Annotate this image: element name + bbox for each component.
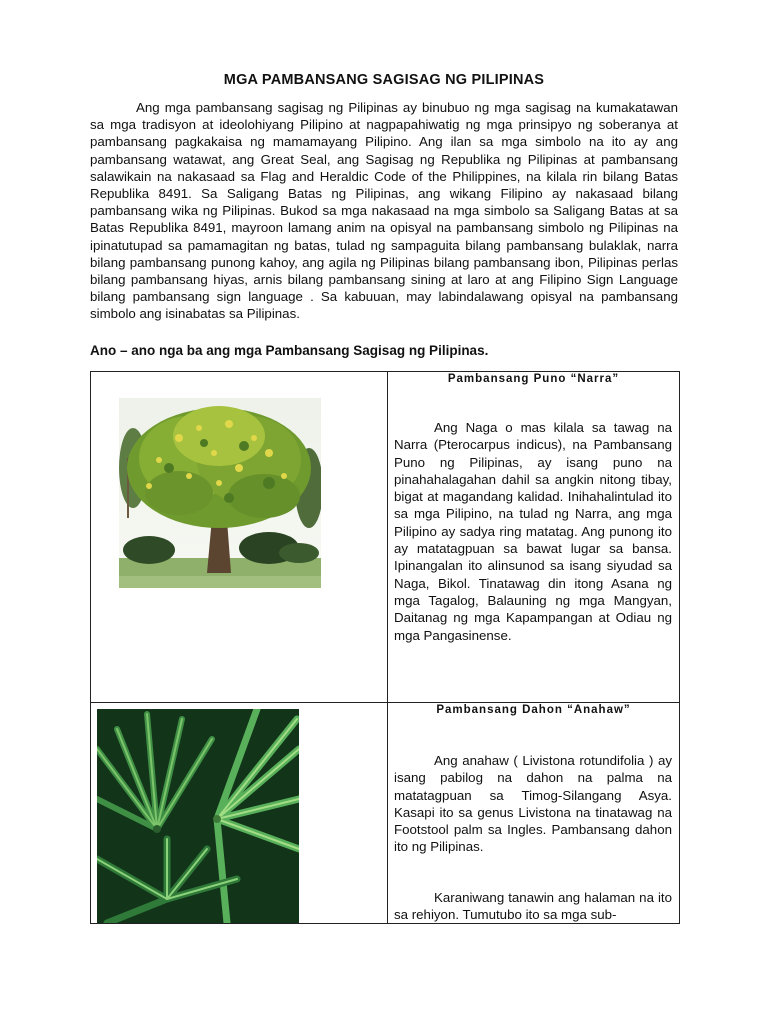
- narra-heading: Pambansang Puno “Narra”: [447, 373, 620, 385]
- table-row: [91, 372, 680, 703]
- intro-text: Ang mga pambansang sagisag ng Pilipinas ay binubuo ng mga sagisag na kumakatawan sa mga tradisyon at ideolohiyang Pilipino at nagpapahiwatig ng mga prinsipyo ng soberanya at pambansang pagkakaisa ng mamamayang Pilipino. Ang ilan sa mga simbolo na ito ay ang pambansang watawat, ang Great Seal, ang Sagisag ng Republika ng Pilipinas at pambansang salawikain na nakasaad sa Flag and Heraldic Code of the Philippines, na kilala rin bilang Batas Republika 8491. Sa Saligang Batas ng Pilipinas, ang wikang Filipino ay nakasaad bilang pambansang wika ng Pilipinas. Bukod sa mga nakasaad na mga simbolo sa Saligang Batas at sa Batas Republika 8491, mayroon lamang anim na opisyal na pambansang simbolo ng Pilipinas na ipinatutupad sa pamamagitan ng batas, tulad ng sampaguita bilang pambansang bulaklak, narra bilang pambansang punong kahoy, ang agila ng Pilipinas bilang pambansang ibon, Pilipinas perlas bilang pambansang hiyas, arnis bilang pambansang sining at laro at ang Filipino Sign Language bilang pambansang sign language . Sa kabuuan, may labindalawang opisyal na pambansang simbolo ang isinabatas sa Pilipinas.: [90, 100, 678, 322]
- narra-tree-photo: [119, 398, 321, 588]
- intro-paragraph: [90, 99, 678, 323]
- narra-description: [388, 419, 679, 644]
- anahaw-leaf-illustration: [97, 709, 299, 923]
- anahaw-image-cell: [91, 703, 388, 924]
- anahaw-description-text-2: Karaniwang tanawin ang halaman na ito sa rehiyon. Tumutubo ito sa mga sub-: [394, 889, 672, 923]
- document-title: MGA PAMBANSANG SAGISAG NG PILIPINAS: [223, 72, 545, 88]
- section-question: Ano – ano nga ba ang mga Pambansang Sagisag ng Pilipinas.: [90, 343, 489, 358]
- narra-text-cell: [388, 372, 680, 703]
- table-row: [91, 703, 680, 924]
- anahaw-description-continued: [388, 889, 679, 924]
- narra-tree-illustration: [119, 398, 321, 588]
- anahaw-heading: Pambansang Dahon “Anahaw”: [436, 704, 631, 716]
- anahaw-description-text: Ang anahaw ( Livistona rotundifolia ) ay isang pabilog na dahon na palma na matatagpuan sa Timog-Silangang Asya. Kasapi ito sa genus Livistona na tinatawag na Footstool palm sa Ingles. Pambansang dahon ito ng Pilipinas.: [394, 753, 672, 855]
- narra-description-text: Ang Naga o mas kilala sa tawag na Narra (Pterocarpus indicus), na Pambansang Puno ng Pilipinas, ay isang puno na pinahahalagahan dahil sa angkin nitong tibay, bigat at magandang kalidad. Inihahalintulad ito sa mga Pilipino, na tulad ng Narra, ang mga Pilipino ay sadya ring matatag. Ang punong ito ay matatagpuan sa bawat lugar sa bansa. Ipinangalan ito alinsunod sa isang siyudad sa Naga, Bikol. Tinatawag din itong Asana ng mga Tagalog, Balauning ng mga Mangyan, Daitanag ng mga Kapampangan at Odiau ng mga Pangasinense.: [394, 420, 672, 643]
- narra-image-cell: [91, 372, 388, 703]
- anahaw-description: [388, 752, 679, 856]
- anahaw-text-cell: [388, 703, 680, 924]
- anahaw-leaf-photo: [97, 709, 299, 923]
- symbols-table: [90, 371, 680, 924]
